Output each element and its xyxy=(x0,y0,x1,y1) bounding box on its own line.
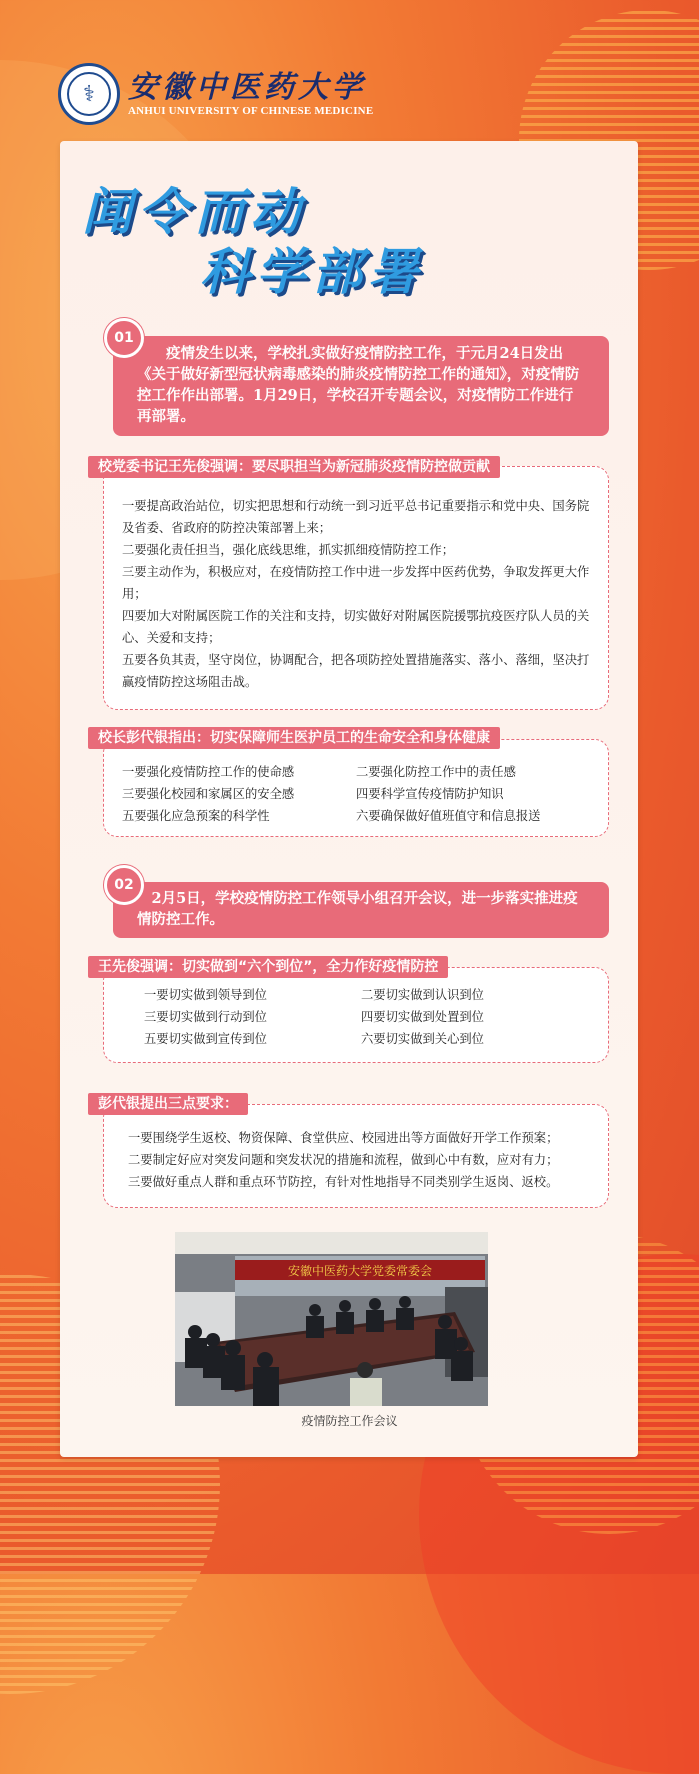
list-item: 三要切实做到行动到位 xyxy=(144,1010,267,1024)
list-item: 一要强化疫情防控工作的使命感 xyxy=(122,765,295,779)
list-item: 三要主动作为，积极应对，在疫情防控工作中进一步发挥中医药优势，争取发挥更大作用； xyxy=(122,565,590,601)
list-item: 二要强化防控工作中的责任感 xyxy=(356,765,516,779)
university-name-en: ANHUI UNIVERSITY OF CHINESE MEDICINE xyxy=(128,105,374,117)
university-seal-icon: ⚕ xyxy=(58,63,120,125)
photo-caption: 疫情防控工作会议 xyxy=(301,1414,398,1428)
university-header xyxy=(58,62,378,126)
list-item: 五要切实做到宣传到位 xyxy=(144,1032,267,1046)
section2-block-b-tag: 彭代银提出三点要求： xyxy=(88,1093,248,1115)
university-name xyxy=(128,71,373,117)
list-item: 一要围绕学生返校、物资保障、食堂供应、校园进出等方面做好开学工作预案； xyxy=(128,1131,559,1145)
list-item: 二要切实做到认识到位 xyxy=(361,988,484,1002)
university-name-cn: 安徽中医药大学 xyxy=(128,70,366,105)
headline-line2: 科学部署 xyxy=(200,243,424,301)
list-item: 一要切实做到领导到位 xyxy=(144,988,267,1002)
section1-block-b-tag: 校长彭代银指出：切实保障师生医护员工的生命安全和身体健康 xyxy=(88,727,500,749)
list-item: 四要科学宣传疫情防护知识 xyxy=(356,787,504,801)
list-item: 二要强化责任担当，强化底线思维，抓实抓细疫情防控工作； xyxy=(122,543,455,557)
section1-block-a xyxy=(103,466,609,710)
section1-badge: 01 xyxy=(104,318,144,358)
list-item: 四要切实做到处置到位 xyxy=(361,1010,484,1024)
list-item: 三要强化校园和家属区的安全感 xyxy=(122,787,295,801)
list-item: 五要强化应急预案的科学性 xyxy=(122,809,270,823)
list-item: 四要加大对附属医院工作的关注和支持，切实做好对附属医院援鄂抗疫医疗队人员的关心、关爱和支持； xyxy=(122,609,590,645)
section1-block-b xyxy=(103,739,609,837)
list-item: 二要制定好应对突发问题和突发状况的措施和流程，做到心中有数，应对有力； xyxy=(128,1153,559,1167)
list-item: 一要提高政治站位，切实把思想和行动统一到习近平总书记重要指示和党中央、国务院及省委、省政府的防控决策部署上来； xyxy=(122,499,590,535)
headline-line1: 闻令而动 xyxy=(82,183,306,241)
meeting-banner-text: 安徽中医药大学党委常委会 xyxy=(287,1264,433,1278)
meeting-photo xyxy=(175,1232,488,1406)
list-item: 三要做好重点人群和重点环节防控，有针对性地指导不同类别学生返岗、返校。 xyxy=(128,1175,559,1189)
list-item: 五要各负其责，坚守岗位，协调配合，把各项防控处置措施落实、落小、落细，坚决打赢疫情防控这场阻击战。 xyxy=(122,653,590,689)
section2-block-b xyxy=(103,1104,609,1208)
section1-intro: 疫情发生以来，学校扎实做好疫情防控工作，于元月24日发出《关于做好新型冠状病毒感染的肺炎疫情防控工作的通知》，对疫情防控工作作出部署。1月29日，学校召开专题会议，对疫情防工作进行再部署。 xyxy=(113,336,609,436)
section2-badge: 02 xyxy=(104,865,144,905)
section2-block-a xyxy=(103,967,609,1063)
meeting-photo-illustration xyxy=(175,1232,488,1406)
section2-block-a-tag: 王先俊强调：切实做到“六个到位”，全力作好疫情防控 xyxy=(88,956,448,978)
list-item: 六要切实做到关心到位 xyxy=(361,1032,484,1046)
section2-intro: 2月5日，学校疫情防控工作领导小组召开会议，进一步落实推进疫情防控工作。 xyxy=(113,882,609,938)
section1-block-a-tag: 校党委书记王先俊强调：要尽职担当为新冠肺炎疫情防控做贡献 xyxy=(88,456,500,478)
list-item: 六要确保做好值班值守和信息报送 xyxy=(356,809,541,823)
